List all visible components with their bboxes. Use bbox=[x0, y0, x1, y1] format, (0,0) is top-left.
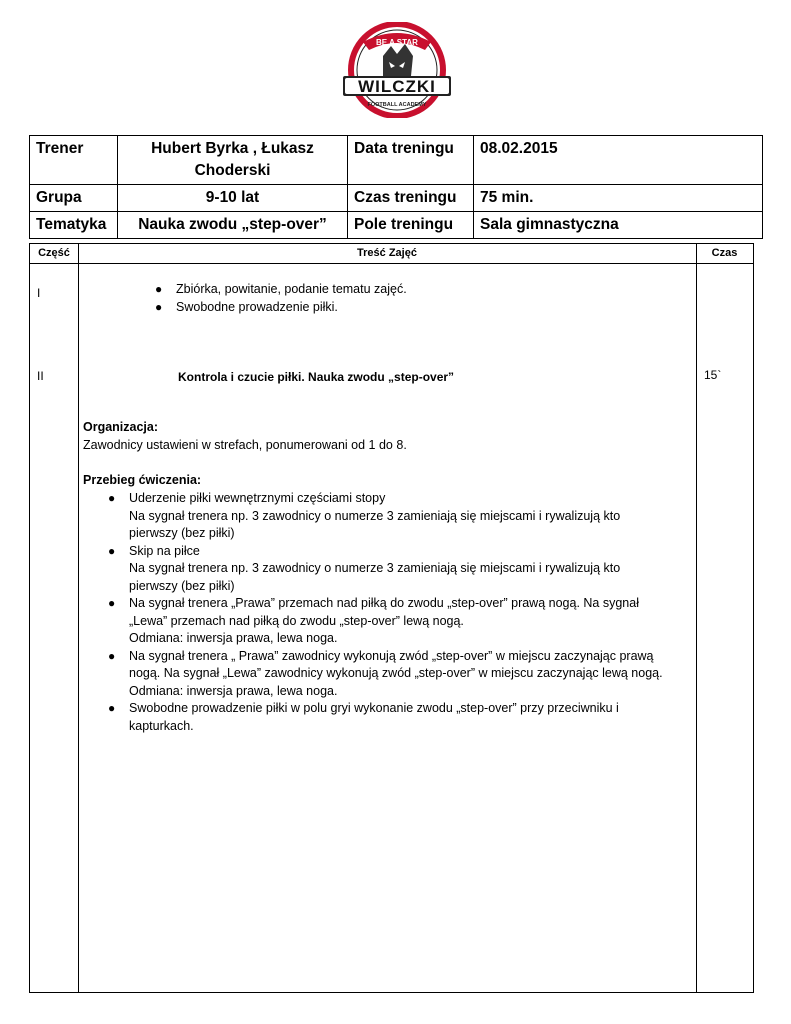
exercise-list bbox=[108, 490, 694, 735]
svg-text:WILCZKI: WILCZKI bbox=[358, 77, 436, 96]
col-czas-header: Czas bbox=[711, 247, 738, 259]
grupa-value: 9-10 lat bbox=[118, 185, 348, 212]
organizacja-text: Zawodnicy ustawieni w strefach, ponumerowani od 1 do 8. bbox=[83, 438, 407, 452]
svg-text:FOOTBALL ACADEMY: FOOTBALL ACADEMY bbox=[367, 102, 427, 108]
przebieg-label: Przebieg ćwiczenia: bbox=[83, 473, 202, 487]
list-item: ● Skip na piłce Na sygnał trenera np. 3 zawodnicy o numerze 3 zamieniają się miejscami i rywalizują kto pierwszy (bez piłki) bbox=[108, 543, 621, 593]
organizacja-label: Organizacja: bbox=[83, 420, 159, 434]
pole-value: Sala gimnastyczna bbox=[474, 212, 763, 239]
list-item: ● Na sygnał trenera „Prawa” przemach nad piłką do zwodu „step-over” prawą nogą. Na sygnał „Lewa” przemach nad piłką do zwodu „step-over” lewą nogą. Odmiana: inwersja prawa, lewa noga. bbox=[108, 596, 639, 645]
part1-list bbox=[155, 281, 407, 316]
svg-text:BE A STAR: BE A STAR bbox=[376, 38, 418, 47]
part1-number: I bbox=[37, 286, 41, 300]
data-value: 08.02.2015 bbox=[474, 136, 763, 185]
trener-value: Hubert Byrka , Łukasz Choderski bbox=[118, 136, 348, 185]
training-header-table bbox=[29, 135, 763, 239]
wilczki-logo bbox=[339, 22, 455, 118]
list-item: ● Swobodne prowadzenie piłki. bbox=[155, 299, 338, 314]
part2-title: Kontrola i czucie piłki. Nauka zwodu „step-over” bbox=[178, 370, 455, 384]
col-czesc-header: Część bbox=[38, 247, 70, 259]
lesson-plan-table bbox=[29, 243, 754, 993]
part2-number: II bbox=[37, 369, 44, 383]
list-item: ● Zbiórka, powitanie, podanie tematu zajęć. bbox=[155, 282, 407, 296]
data-label: Data treningu bbox=[348, 136, 474, 185]
pole-label: Pole treningu bbox=[348, 212, 474, 239]
trener-label: Trener bbox=[30, 136, 118, 185]
list-item: ● Na sygnał trenera „ Prawa” zawodnicy wykonują zwód „step-over” w miejscu zaczynając prawą nogą. Na sygnał „Lewa” zawodnicy wykonują zwód „step-over” w miejscu zaczynając lewą nogą. Odmiana: inwersja prawa, lewa noga. bbox=[108, 648, 663, 698]
czas-value: 75 min. bbox=[474, 185, 763, 212]
list-item: ● Uderzenie piłki wewnętrznymi częściami stopy Na sygnał trenera np. 3 zawodnicy o numerze 3 zamieniają się miejscami i rywalizują kto pierwszy (bez piłki) bbox=[108, 491, 621, 540]
tematyka-label: Tematyka bbox=[30, 212, 118, 239]
grupa-label: Grupa bbox=[30, 185, 118, 212]
list-item: ● Swobodne prowadzenie piłki w polu gryi wykonanie zwodu „step-over” przy przeciwniku i kapturkach. bbox=[108, 701, 619, 733]
czas-label: Czas treningu bbox=[348, 185, 474, 212]
tematyka-value: Nauka zwodu „step-over” bbox=[118, 212, 348, 239]
part2-time: 15` bbox=[704, 368, 722, 382]
col-tresc-header: Treść Zajęć bbox=[357, 247, 417, 259]
